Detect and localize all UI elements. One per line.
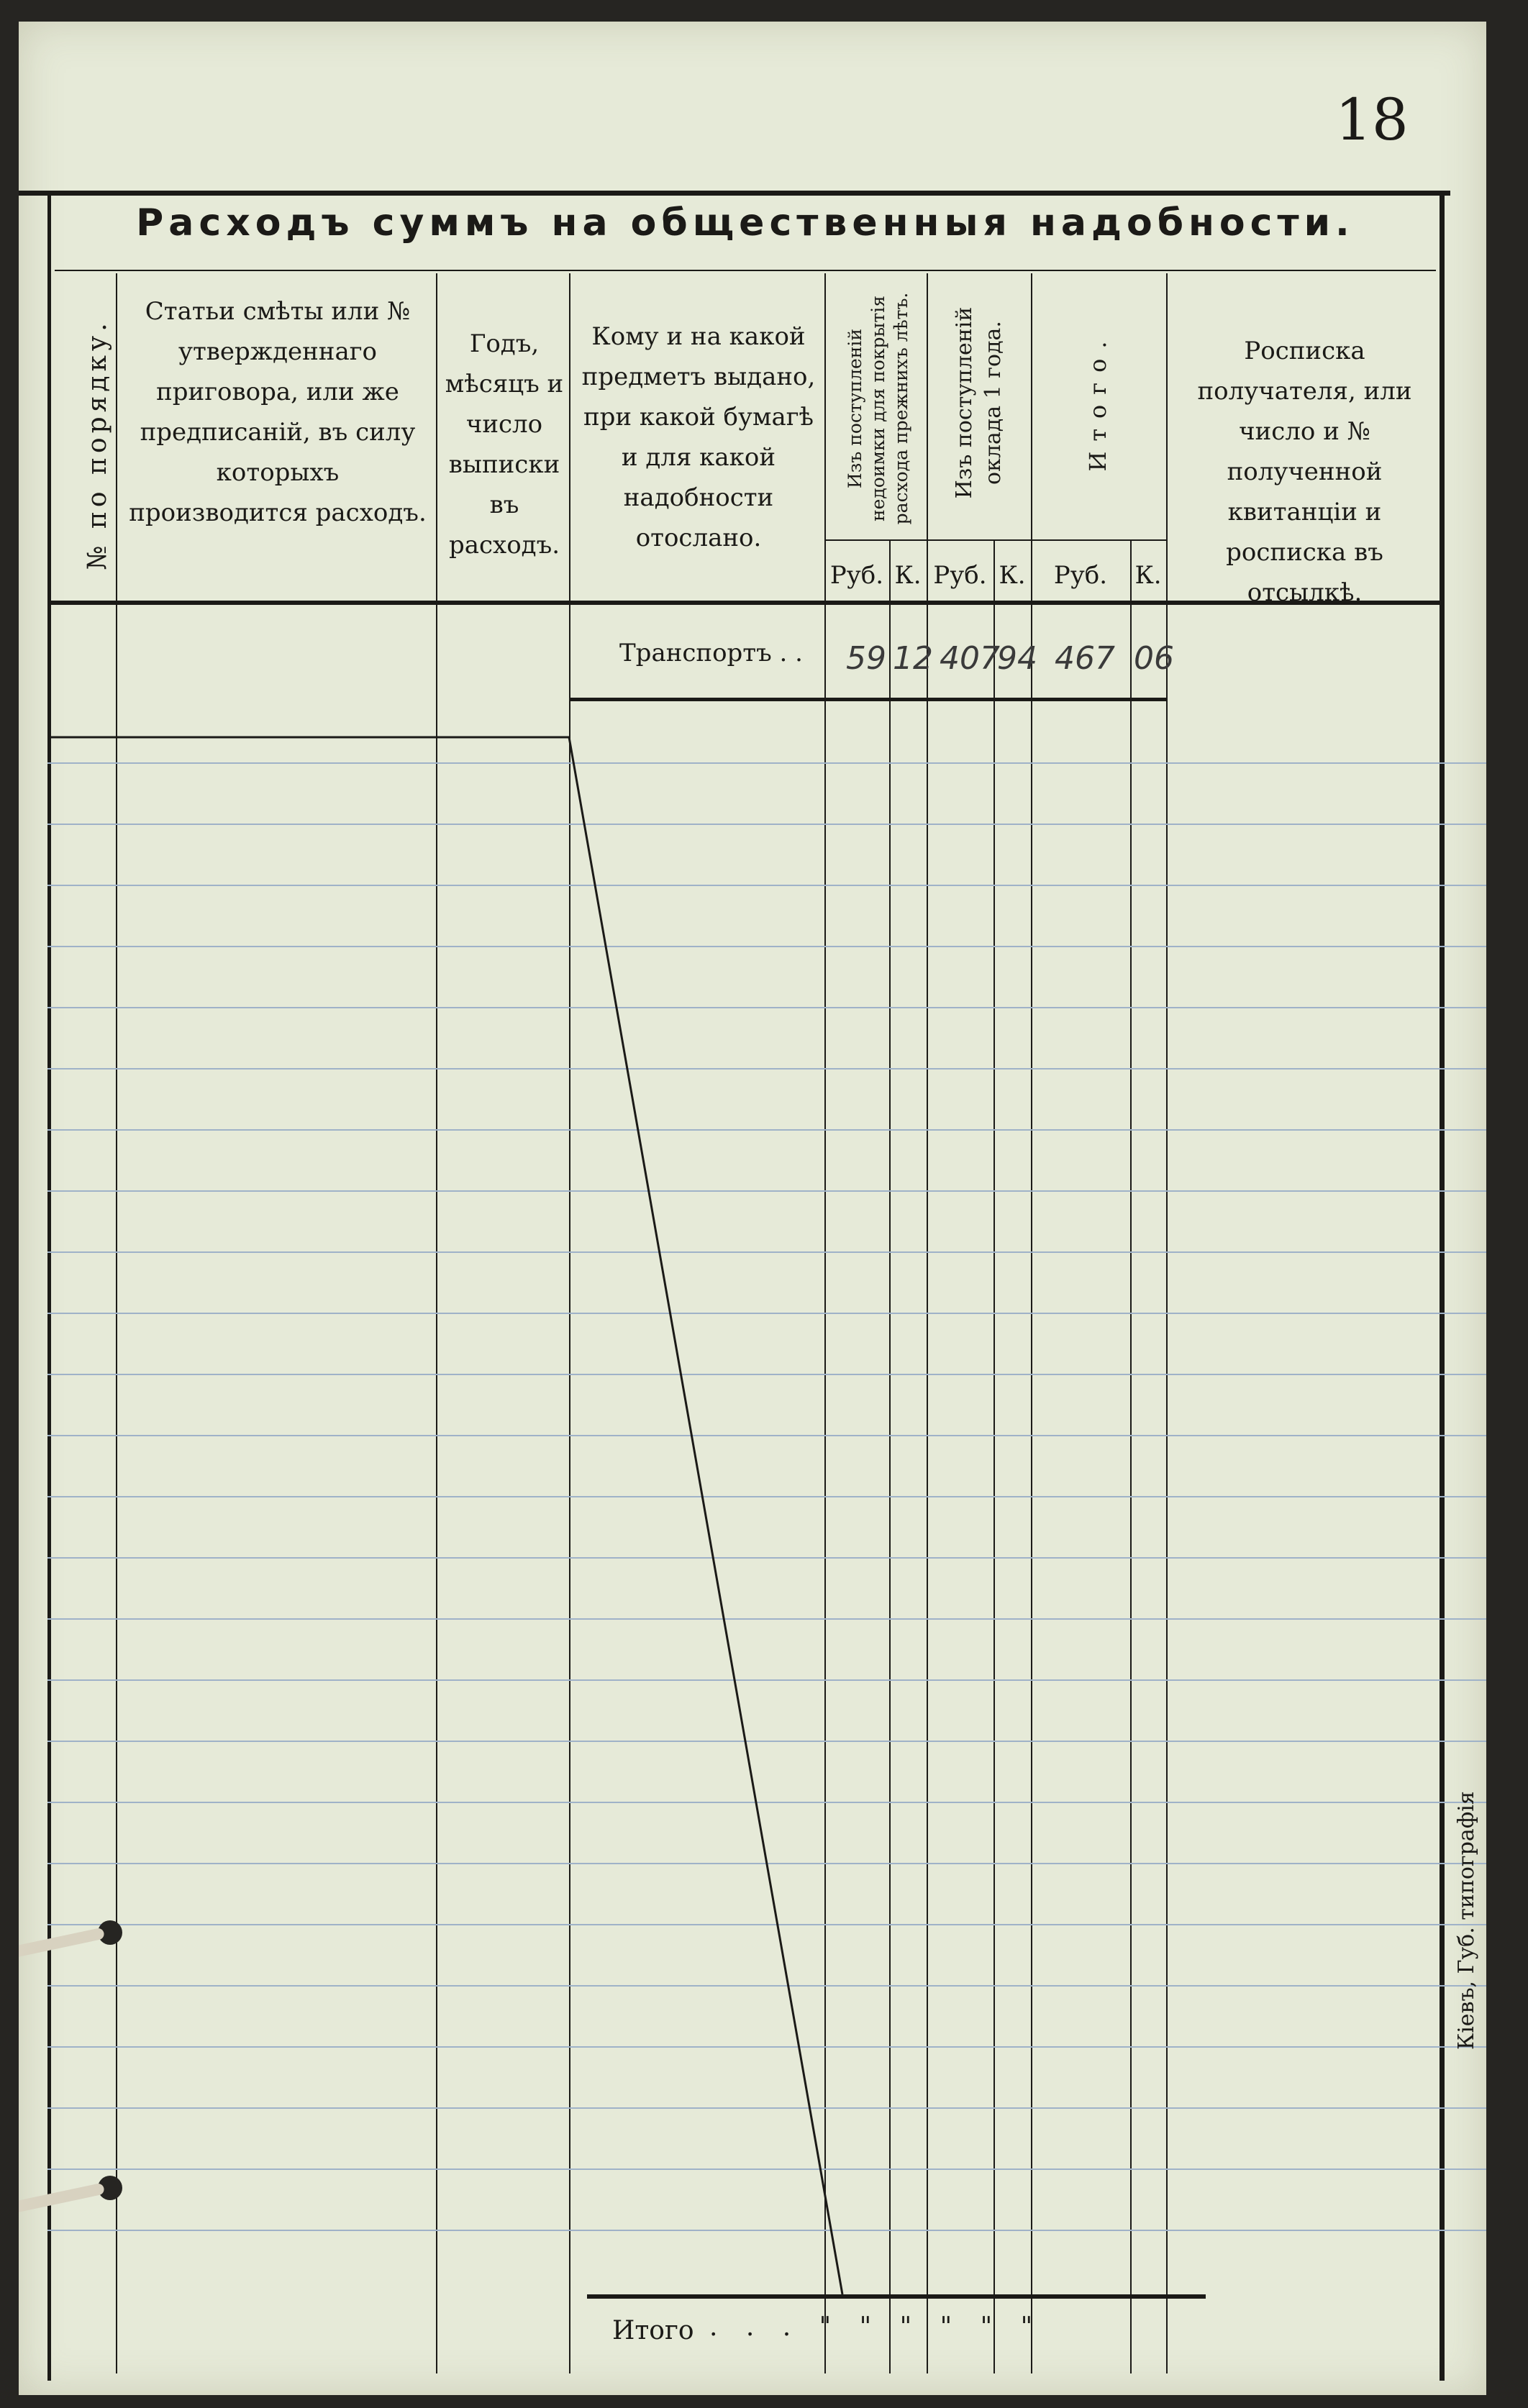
strike-through-line xyxy=(19,22,1486,2395)
ledger-title: Расходъ суммъ на общественныя надобности. xyxy=(136,201,1355,245)
header-date: Годъ, мѣсяцъ и число выписки въ расходъ. xyxy=(445,329,564,560)
unit-rub-3: Руб. xyxy=(1053,561,1108,590)
ledger-page xyxy=(19,22,1486,2395)
header-receipt: Росписка получателя, или число и № полученной квитанціи и росписка въ отсылкѣ. xyxy=(1197,337,1412,607)
header-arrears: Изъ поступленій недоимки для покрытія расхода прежнихъ лѣтъ. xyxy=(845,292,911,525)
footer-label: Итого xyxy=(612,2316,694,2345)
transport-arrears-kop: 12 xyxy=(893,640,933,677)
unit-kop-1: К. xyxy=(894,561,922,590)
printer-imprint: Кіевъ, Губ. типографія xyxy=(1454,1791,1479,2050)
transport-total-kop: 06 xyxy=(1134,640,1174,677)
header-current: Изъ поступленій оклада 1 года. xyxy=(952,306,1006,499)
header-total: Итого. xyxy=(1084,331,1111,472)
unit-rub-1: Руб. xyxy=(829,561,884,590)
unit-rub-2: Руб. xyxy=(933,561,987,590)
header-to-whom: Кому и на какой предметъ выдано, при какой бумагѣ и для какой надобности отослано. xyxy=(581,322,816,552)
header-article: Статьи смѣты или № утвержденнаго приговора, или же предписаній, въ силу которыхъ производится расходъ. xyxy=(129,297,427,527)
transport-current-kop: 94 xyxy=(997,640,1037,677)
transport-total-rub: 467 xyxy=(1055,640,1115,677)
header-number: № по порядку. xyxy=(83,319,112,570)
transport-current-rub: 407 xyxy=(940,640,1000,677)
page-number: 18 xyxy=(1335,86,1409,153)
footer-rule xyxy=(587,2294,1206,2299)
unit-kop-3: К. xyxy=(1134,561,1162,590)
transport-arrears-rub: 59 xyxy=(846,640,886,677)
transport-label: Транспортъ . . xyxy=(619,639,803,667)
unit-kop-2: К. xyxy=(999,561,1026,590)
footer-dots: . . . " " " " " " xyxy=(709,2312,1043,2342)
